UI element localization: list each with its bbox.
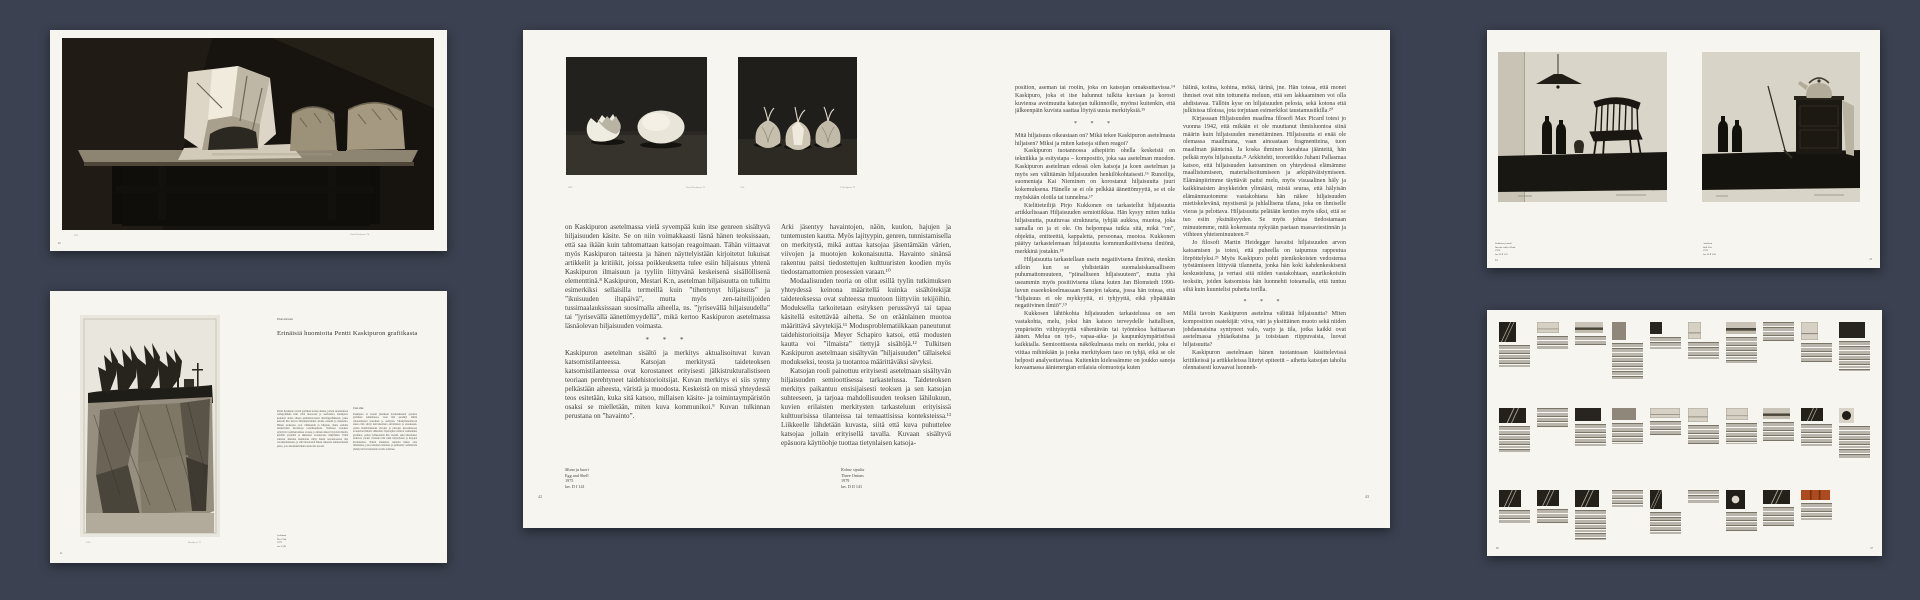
- catalogue-entry: [1537, 322, 1568, 402]
- catalogue-entry: [1726, 322, 1757, 402]
- essay-paragraph: Hiljaisuutta tarkastellaan usein negatiivisena ilmiönä, etenkin silloin kun se yhdistetään suomalaiskansalliseen puhumattomuuteen, ”piinalliseen hiljaisuuteen”, mutta yhä useammin myös positiivisena tilana kuten Jan Blomstedt 1990-luvun esseekokoelmassaan Sanojen takana, jossa hän toteaa, että ”hiljaisuus ei ole mykkyyttä, ei tyhjyyttä, eikä ylipäätään negatiivinen ilmiö”.¹⁹: [1015, 256, 1175, 310]
- essay-paragraph: Modaalisuuden teoria on ollut esillä tyylin tutkimuksen yhteydessä keinona määritellä kuinka sisältötekijät taideteoksessa ovat suhteessa muotoon liittyviin tekijöihin. Moduksella tarkoitetaan esityksen perussävyä tai tapaa käsitellä esitettävää aihetta. Se on eräänlainen muotoa määrittävä sävytekijä.¹¹ Modusproblematiikkaan paneutunut taidehistorioitsija Meyer Schapiro katsoi, että modusten kautta voi ”ilmaista” tiettyjä sisältöjä.¹² Tulkitsen Kaskipuron asetelmaan sisältyvän ”hiljaisuuden” tällaiseksi modukseksi, teosta ja tuotantoa määrittäväksi sävyksi.: [781, 277, 951, 366]
- catalogue-thumbnail: [1499, 322, 1516, 342]
- catalogue-entry: [1801, 490, 1832, 540]
- catalogue-thumbnail: [1575, 322, 1603, 333]
- catalogue-thumbnail: [1801, 322, 1818, 340]
- bread-still-life-artwork: [62, 38, 434, 230]
- catalogue-entry-text: [1763, 322, 1794, 342]
- caption-line: lav. D I 141: [565, 483, 585, 489]
- caption-line: lav. D II 152: [1495, 252, 1508, 256]
- catalogue-entry-text: [1688, 425, 1719, 445]
- caption-line: Jyrkänne: [277, 534, 287, 537]
- catalogue-thumbnail: [1612, 322, 1626, 340]
- caption-line: Muna ja kuori: [565, 467, 589, 472]
- catalogue-thumbnail: [1575, 408, 1601, 421]
- catalogue-thumbnail: [1499, 408, 1526, 423]
- essay-paragraph: Millä tavoin Kaskipuron asetelma välittää hiljaisuutta? Miten komposition osatekijät: viiva, väri ja yksittäinen muoto sekä niiden johdannaisina syntyneet valo, varjo ja tila, jotka kaikki ovat asetelmassa yhtäaikaisina ja toisistaan riippuvaisia, luovat hiljaisuutta?: [1183, 311, 1346, 348]
- caption-interior-kettle: [1703, 242, 1716, 256]
- plate-scribble: Pentti Kaskipuro 75: [685, 186, 705, 189]
- page-number-right: 45: [1869, 258, 1872, 261]
- essay-paragraph: Kaskipuron asetelman sisältö ja merkitys aktualisoituvat kuvan katsomistilanteessa. Katsojan merkitystä taideteoksen katsomistilanteessa ovat korostaneet erityisesti jälkistrukturalistiseen teoriaan perehtyneet taidehistorioitsijat. Kuvan merkitys ei siis synny pelkästään aiheesta, väristä ja muodosta. Keskeistä on missä yhteydessä teos esitetään, kuka sitä katsoo, millaisen käsite- ja toimintaympäristön osaksi se mielletään, miten kuva kommunikoi.⁹ Kuvan tulkinnan perustana on ”havainto”.: [565, 349, 770, 420]
- catalogue-entry: [1688, 408, 1719, 484]
- caption-line: Interior with a Chair: [1495, 245, 1516, 249]
- catalogue-entry-text: [1763, 507, 1794, 527]
- catalogue-thumbnail: [1650, 490, 1662, 509]
- catalogue-entry-text: [1688, 342, 1719, 359]
- catalogue-entry-text: [1839, 426, 1870, 459]
- catalogue-entry: [1499, 408, 1530, 484]
- spread-interiors[interactable]: [1487, 30, 1880, 268]
- catalogue-thumbnail: [1650, 322, 1662, 334]
- catalogue-entry-text: [1726, 423, 1757, 444]
- essay-paragraph: hälinä, kolina, kohina, mökä, tärinä, jne. Hän toteaa, että monet ihmiset ovat niin tottuneita meluun, että sen lakkaaminen voi olla ahdistavaa. Tällöin kyse on hiljaisuuden pelosta, sekä kotona että julkisissa tiloissa, jota torjutaan esimerkiksi taustamusiikilla.²⁰: [1183, 85, 1346, 115]
- page-number-left: 42: [538, 494, 542, 499]
- catalogue-entry: [1726, 408, 1757, 484]
- catalogue-entry-text: [1499, 510, 1530, 523]
- caption-line: ets. C 68: [277, 544, 286, 548]
- page-number-right: 97: [1870, 547, 1873, 550]
- catalogue-entry-text: [1839, 341, 1870, 371]
- catalogue-thumbnail: [1801, 490, 1830, 500]
- catalogue-entry-text: [1650, 337, 1681, 349]
- catalogue-entry-text: [1575, 336, 1606, 346]
- caption-line: lav. D II 158: [1703, 252, 1716, 256]
- catalogue-thumbnail: [1537, 490, 1559, 506]
- essay-paragraph: Kaskipuron asetelmaan hänen tuotantoaan käsittelevissä kritiikeissä ja artikkeleissa liitetyt epiteetit – aihetta katsojan taholta olennaisesti kuvaavat luonneh-: [1183, 349, 1346, 372]
- plate-scribble: 2/50: [740, 186, 745, 189]
- catalogue-thumbnail: [1612, 408, 1636, 420]
- catalogue-entry-text: [1537, 408, 1568, 428]
- catalogue-entry-text: [1801, 343, 1832, 363]
- artwork-caption: [277, 534, 286, 548]
- catalogue-entry: [1763, 322, 1794, 402]
- catalogue-entry-text: [1650, 512, 1681, 535]
- page-article-opening[interactable]: [50, 291, 447, 563]
- catalogue-thumbnail: [1763, 408, 1790, 419]
- section-header: Uusi alku: [353, 407, 364, 410]
- catalogue-entry: [1612, 408, 1643, 484]
- essay-paragraph: Kaskipuron tuotannossa aihepiirin ohella keskeistä on tekniikka ja esitystapa – kompositio, joka saa asetelman muodon. Kaskipuron asetelman edessä olen katsoja ja koen asetelman ja myös sen välittämän hiljaisuuden henkilökohtaisesti.¹⁶ Runoilija, suomentaja Kai Nieminen on korostanut hiljaisuutta juuri kokemuksena. Hänelle se ei ole pelkkää äänettömyyttä, se ei ole myöskään olotila tai tunnelma.¹⁷: [1015, 148, 1175, 201]
- catalogue-thumbnail: [1575, 490, 1599, 507]
- egg-and-shell-artwork: [560, 52, 713, 193]
- section-break: * * *: [1243, 299, 1286, 306]
- catalogue-entry: [1499, 490, 1530, 540]
- catalogue-entry-text: [1801, 424, 1832, 447]
- catalogue-entry: [1612, 490, 1643, 540]
- catalogue-thumbnail: [1839, 408, 1854, 423]
- catalogue-thumbnail: [1763, 490, 1790, 504]
- catalogue-entry-text: [1612, 343, 1643, 379]
- catalogue-thumbnail: [1688, 408, 1708, 422]
- article-byline: Erkki Anttonen: [277, 318, 293, 321]
- spread-essay[interactable]: [523, 30, 1390, 528]
- catalogue-entry: [1839, 322, 1870, 402]
- caption-line: Three Onions: [841, 472, 864, 478]
- essay-paragraph: position, aseman tai roolin, joka on katsojan omaksuttavissa.¹⁴ Kaskipuro, joka ei itse halunnut tulkita kuviaan ja korosti kuviensa avoimuutta katsojan tulkinnoille, myönsi kuitenkin, että jälkeenpäin kuvista saattaa löytyä uusia merkityksiä.¹⁵: [1015, 85, 1175, 115]
- essay-column-2: [781, 223, 951, 463]
- catalogue-thumbnail: [1801, 408, 1823, 421]
- catalogue-entry: [1650, 322, 1681, 402]
- page-number-left: 44: [1495, 259, 1498, 262]
- catalogue-entry-text: [1650, 421, 1681, 436]
- cliff-etching-artwork: [80, 315, 220, 537]
- catalogue-entry: [1839, 408, 1870, 484]
- catalogue-thumbnail: [1537, 322, 1559, 333]
- catalogue-entry: [1537, 408, 1568, 484]
- catalogue-entry-text: [1612, 423, 1643, 444]
- catalogue-thumbnail: [1839, 322, 1865, 338]
- catalogue-thumbnail: [1499, 490, 1521, 507]
- article-intro-column: Pentti Kaskipuro aloitti grafiikan uransa aikana, jolloin suomalainen taidegrafiikka haki vielä muotoaan ja asemaansa. Kaskipuro keskittyi alusta alkaen pienimuotoiseen metalligrafiikkaan, jonka keinoin hän kuvasi lähiympäristönsä arkisia esineitä ja maisemia. Hänen teoksensa ovat vähäeleisiä ja hiljaisia, mutta samalla intensiivisiä havaintoja todellisuudesta. Varhaiset vedokset syntyivät vaatimattomissa oloissa, ja niiden aiheet löytyivät läheltä, keittiön pöydältä ja ikkunasta avautuvasta näkymästä. Tämä arkisten aiheiden kunnioitus säilyi hänen tuotannossaan läpi vuosikymmenten, ja siitä muodostui hänen taiteensa tunnusomaisin piirre, jota aikalaiskritiikki toistuvasti korosti.: [277, 410, 348, 448]
- catalogue-thumbnail: [1650, 408, 1680, 418]
- caption-line: Asetelma: [1703, 242, 1713, 245]
- edition-mark: I/III: [74, 234, 78, 237]
- plate-scribble: P. Kaskipuro 79: [839, 186, 855, 189]
- catalogue-entry: [1575, 322, 1606, 402]
- essay-paragraph: Arki jäsentyy havaintojen, näön, kuulon, hajujen ja tuntemusten kautta. Myös lajityypin, genren, tunnistamisella on merkitystä, mikä auttaa katsojaa jäsentämään värien, viivojen ja muotojen kokonaisuutta. Havainto sinänsä rakentuu paitsi tiedostettujen kulttuuristen koodien myös tiedostamattomien prosessien varaan.¹⁰: [781, 223, 951, 276]
- catalogue-entry: [1839, 490, 1870, 540]
- plate-scribble: II/IV: [568, 186, 573, 189]
- caption-line: Sisäkuva ja tuoli: [1495, 242, 1512, 245]
- catalogue-entry-text: [1575, 424, 1606, 447]
- caption-line: The Cliff: [277, 537, 287, 541]
- article-second-column: Kaskipuro ei saanut juurikaan kouluaikanaan opetusta grafiikan tekniikoissa, vaan hän perehtyi niihin omatoimisesti kokeillen ja erehtyen. Viisikymmenluvun alussa hän siirtyi kuivaneulasta akvatintaan ja etsaukseen, joiden mahdollisuudet sävyjen ja pintojen kuvaamisessa avautuivat hänelle vähitellen. Opettajina toimivat vanhemmat graafikot, joiden työhuoneilla hän vieraili, sekä ulkomaiset esikuvat, joiden vedoksia hän tutki näyttelyissä ja kirjojen kuvituksissa. Näistä aineksista rakentui hänen oma ilmaisunsa, jossa tekninen taituruus ja pelkistetty sommittelu yhdistyvät harvinaisella tavalla toisiinsa.: [353, 413, 417, 451]
- catalogue-entry: [1763, 490, 1794, 540]
- catalogue-entry: [1650, 490, 1681, 540]
- catalogue-entry: [1575, 408, 1606, 484]
- article-second-column-wrap: [353, 407, 417, 533]
- catalogue-entry-text: [1537, 509, 1568, 524]
- catalogue-entry: [1575, 490, 1606, 540]
- spread-catalogue-index[interactable]: [1487, 310, 1882, 556]
- caption-line: 1972: [277, 541, 282, 544]
- page-number-left: 96: [1496, 547, 1499, 550]
- catalogue-thumbnail: [1688, 322, 1701, 339]
- essay-column-1: [565, 223, 770, 463]
- catalogue-entry: [1726, 490, 1757, 540]
- catalogue-entry: [1499, 322, 1530, 402]
- catalogue-entry: [1650, 408, 1681, 484]
- essay-paragraph: on Kaskipuron asetelmassa vielä syvempää kuin itse genreen sisältyvä hiljaisuuden käsite. Se on niin voimakkaasti läsnä hänen teoksissaan, että saa ikään kuin tahtomattaan katsojan reagoimaan. Tähän viittaavat myös Kaskipuron taiteesta ja hänen näyttelyistään kirjoitetut lukuisat artikkelit ja kritiikit, joissa poikkeuksetta tulee esiin hiljaisuus yhtenä Kaskipuron ilmaisuun ja tyyliin liittyvänä keskeisenä sisällöllisenä elementtinä.⁸ Kaskipuron, Mestari K:n, asetelman hiljaisuutta on tulkittu esimerkiksi sellaisilla termeillä kuin ”tihentynyt hiljaisuus” ja ”ikuisuuden iltapäivä”, mutta myös zen-taiteilijoiden tussimaalauksissaan suosimalla aiheella, ns. ”jyrisevällä hiljaisuudella” tai ”jyrisevällä äänettömyydellä”, mikä kertoo Kaskipuron asetelmassa läsnäolevan hiljaisuuden voimasta.: [565, 223, 770, 330]
- caption-line: 1979: [841, 478, 850, 484]
- catalogue-thumbnail: [1726, 322, 1756, 334]
- article-title: Erinäisiä huomioita Pentti Kaskipuron grafiikasta: [277, 330, 418, 337]
- essay-column-4: [1183, 85, 1346, 459]
- section-break: * * *: [645, 336, 690, 344]
- section-break: * * *: [1074, 121, 1116, 127]
- catalogue-thumbnail: [1726, 490, 1745, 509]
- caption-line: 1978: [1495, 249, 1500, 252]
- catalogue-entry: [1688, 322, 1719, 402]
- page-number: 40: [58, 242, 61, 245]
- caption-line: 1979: [1703, 249, 1708, 252]
- artist-signature: Pentti Kaskipuro 74: [350, 233, 370, 236]
- caption-line: Still Life: [1703, 245, 1712, 249]
- caption-line: Kolme sipulia: [841, 467, 865, 472]
- catalogue-entry: [1537, 490, 1568, 540]
- caption-interior-chair: [1495, 242, 1515, 256]
- catalogue-entry-text: [1537, 336, 1568, 349]
- catalogue-entry-text: [1688, 490, 1719, 503]
- caption-line: Egg and Shell: [565, 472, 589, 478]
- catalogue-thumbnail: [1726, 408, 1748, 420]
- catalogue-entry: [1801, 408, 1832, 484]
- catalogue-grid: [1499, 322, 1870, 540]
- page-number-right: 43: [1365, 494, 1369, 499]
- caption-egg-and-shell: [565, 467, 589, 489]
- essay-paragraph: Kukkosen lähtökohta hiljaisuuden tarkastelussa on sen vastakohta, melu, joksi hän katsoo terveydelle haitallisen, ympäristön viihtyisyyttä vähentävän tai työntekoa haittaavan äänen. Melua on työ-, vapaa-aika- ja kaupunkiympäristössä kaikkialla. Semioottisesta näkökulmasta melu on merkki, joka ei viittaa mihinkään ja jonka merkityksen taso on tyhjä, eikä se ole helposti analysoitavissa. Kuitenkin kielessämme on joukko sanoja kuvaamassa äänienergian erilaisia olomuotoja kuten: [1015, 311, 1175, 372]
- catalogue-entry-text: [1801, 503, 1832, 520]
- edition-mark: 5/50: [86, 541, 91, 544]
- essay-paragraph: Mitä hiljaisuus oikeastaan on? Mikä tekee Kaskipuron asetelmasta hiljaisen? Miksi ja miten katsoja siihen reagoi?: [1015, 132, 1175, 147]
- essay-column-3: [1015, 85, 1175, 459]
- caption-line: lav. D II 141: [841, 483, 863, 489]
- essay-paragraph: Katsojan rooli painottuu erityisesti asetelmaan sisältyvän hiljaisuuden semioottisessa tarkastelussa. Taideteoksen merkitys paikantuu ensisijaisesti teoksen ja sen katsojan suhteeseen, ja tarjoaa mahdollisuuden teoksen lähilukuun, kuvien erilaisten merkitysten tarkasteluun erityisissä kulttuurisissa tilanteissa tai temaattisissa konteksteissa.¹³ Liikkeelle lähdetään kuvasta, siitä että kuva puhuttelee katsojaa jollain erityisellä tavalla. Kuvaan sisältyvä epäsuora käyttöohje tuottaa tietynlaisen katsoja-: [781, 367, 951, 447]
- caption-line: 1975: [565, 478, 574, 484]
- spread-bread-still-life[interactable]: [50, 30, 447, 251]
- catalogue-entry-text: [1499, 345, 1530, 368]
- essay-paragraph: Kirjassaan Hiljaisuuden maailma filosofi Max Picard totesi jo vuonna 1942, että mikään ei ole muuttanut ihmisluontoa siinä määrin kuin hiljaisuuden menettäminen. Hiljaisuutta ei enää ole olemassa maailmana, vaan ainoastaan fragmentteina, tuon maailman jäänteinä. Ja koska ihminen kavahtaa jäänteitä, hän pelkää myös hiljaisuutta.²¹ Arkkitehti, teoreetikko Juhani Pallasmaa katsoo, että hiljaisuuden katoaminen on yhteydessä elämämme maallistumiseen, materialisoitumiseen ja arkipäiväistymiseen. Elämänpiirimme täyttävät paitsi melu, myös visuaalinen häly ja kaikkinaisten ärsykkeiden ylimäärä, mistä seuraa, että hälyisän elämänmuotomme vastakohtana hän näkee hiljaisuuden mietiskelevänä, mystisenä ja juhlallisena tilana, joka on ihmiselle vieras ja pelottava. Hiljaisuutta pelätään kenties myös siksi, että se tuo esiin yksinäisyyden. Se myös johtaa tiedostamaan minuutemme, mitä kokemusta nykyään paetaan massaviestinnän ja viihteen yhteisminuuteen.²²: [1183, 116, 1346, 239]
- artist-signature: Kaskipuro 72: [188, 541, 201, 544]
- three-onions-artwork: [732, 52, 863, 193]
- catalogue-entry-text: [1726, 337, 1757, 363]
- catalogue-entry-text: [1575, 510, 1606, 540]
- catalogue-entry-text: [1726, 512, 1757, 532]
- caption-three-onions: [841, 467, 864, 489]
- catalogue-entry: [1763, 408, 1794, 484]
- catalogue-entry: [1688, 490, 1719, 540]
- catalogue-entry-text: [1499, 426, 1530, 452]
- interior-chair-artwork: [1498, 52, 1667, 202]
- catalogue-entry: [1801, 322, 1832, 402]
- page-number: 41: [60, 552, 63, 555]
- catalogue-entry-text: [1763, 422, 1794, 442]
- essay-paragraph: Kielitieteilijä Pirjo Kukkonen on tarkastellut hiljaisuutta artikkelissaan Hiljaisuuden semiotiikkaa. Hän kysyy miten tutkia hiljaisuutta, puuttuvaa struktuuria, tyhjää aukkoa, muotoa, joka samalla on ja ei ole. On helpompaa tutkia sitä, mikä ”on”, objektia, entiteettiä, kappaletta, persoonaa, muotoa. Kukkonen päätyy tarkastelemaan hiljaisuutta kommunikatiivisena ilmiönä, merkkinä jostakin.¹⁸: [1015, 202, 1175, 255]
- catalogue-entry: [1612, 322, 1643, 402]
- catalogue-entry-text: [1612, 490, 1643, 507]
- essay-paragraph: Jo filosofi Martin Heidegger havaitsi hiljaisuuden arvon katoamisen ja totesi, että puheella on taipumus rappeutua lörpöttelyksi.²³ Myös Kaskipuro pohti pienikokoisten vedostensa työstämiseen liittyvää tilannetta, jonka hän koki kahdenkeskisenä keskusteluna, ja vertasi sitä niiden vastakohtaan, suurikokoisiin teoksiin, joiden katsomista hän luonnehti toteamalla, että tuntuu siltä kuin kuuntelisi puhetta torilla.: [1183, 240, 1346, 293]
- interior-kettle-artwork: [1702, 52, 1860, 202]
